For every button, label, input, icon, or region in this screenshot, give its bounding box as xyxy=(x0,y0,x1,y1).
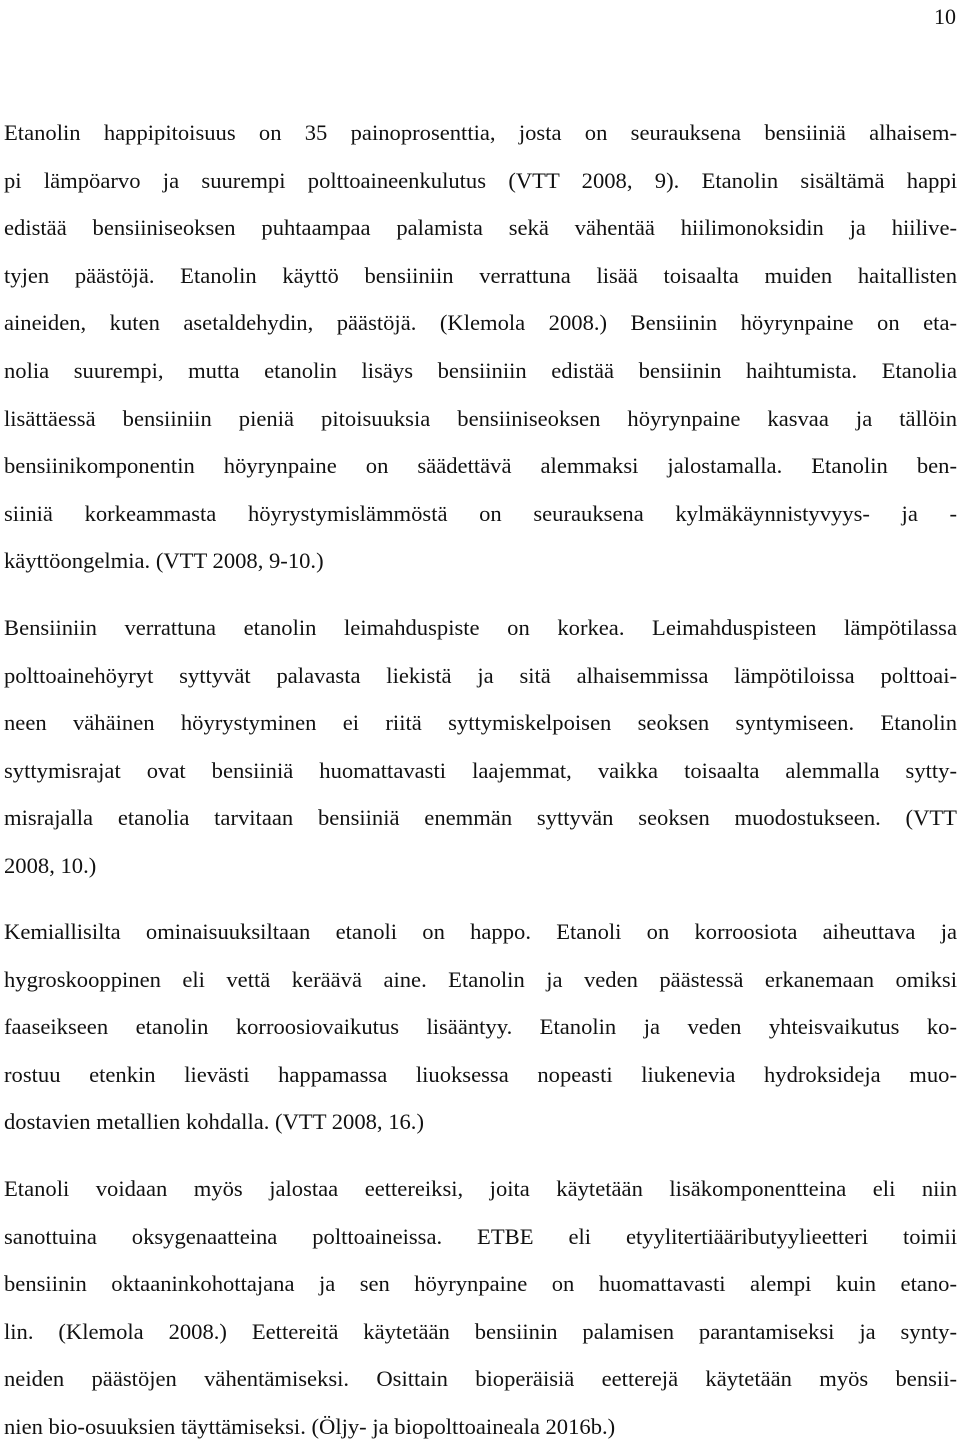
text-line: sanottuina oksygenaatteina polttoaineissa. ETBE eli etyylitertiääributyylieetteri toimii xyxy=(4,1223,957,1249)
text-line: lin. (Klemola 2008.) Eettereitä käytetään bensiinin palamisen parantamiseksi ja synty- xyxy=(4,1318,957,1344)
text-line: rostuu etenkin lievästi happamassa liuoksessa nopeasti liukenevia hydroksideja muo- xyxy=(4,1061,957,1087)
text-line: edistää bensiiniseoksen puhtaampaa palamista sekä vähentää hiilimonoksidin ja hiilive- xyxy=(4,215,957,241)
text-line: bensiinin oktaaninkohottajana ja sen höyrynpaine on huomattavasti alempi kuin etano- xyxy=(4,1271,957,1297)
text-line: käyttöongelmia. (VTT 2008, 9-10.) xyxy=(4,548,324,574)
text-line: neen vähäinen höyrystyminen ei riitä syttymiskelpoisen seoksen syntymiseen. Etanolin xyxy=(4,710,957,736)
paragraph-flash-point xyxy=(0,604,960,890)
text-line: pi lämpöarvo ja suurempi polttoaineenkulutus (VTT 2008, 9). Etanolin sisältämä happi xyxy=(4,167,957,193)
text-line: dostavien metallien kohdalla. (VTT 2008, 16.) xyxy=(4,1109,424,1135)
text-line: bensiinikomponentin höyrynpaine on säädettävä alemmaksi jalostamalla. Etanolin ben- xyxy=(4,453,957,479)
text-line: Etanolin happipitoisuus on 35 painoprosenttia, josta on seurauksena bensiiniä alhaisem- xyxy=(4,120,957,145)
paragraph-chemical-properties xyxy=(0,908,960,1146)
text-line: Bensiiniin verrattuna etanolin leimahduspiste on korkea. Leimahduspisteen lämpötilassa xyxy=(4,615,957,640)
text-line: nien bio-osuuksien täyttämiseksi. (Öljy- ja biopolttoaineala 2016b.) xyxy=(4,1413,616,1439)
text-line: Kemiallisilta ominaisuuksiltaan etanoli on happo. Etanoli on korroosiota aiheuttava ja xyxy=(4,919,957,944)
text-line: misrajalla etanolia tarvitaan bensiiniä enemmän syttyvän seoksen muodostukseen. (VTT xyxy=(4,805,957,831)
text-line: faaseikseen etanolin korroosiovaikutus lisääntyy. Etanolin ja veden yhteisvaikutus ko- xyxy=(4,1014,957,1040)
text-line: polttoainehöyryt syttyvät palavasta liekistä ja sitä alhaisemmissa lämpötiloissa polttoai- xyxy=(4,662,957,688)
text-line: siiniä korkeammasta höyrystymislämmöstä on seurauksena kylmäkäynnistyvyys- ja - xyxy=(4,500,957,526)
text-line: nolia suurempi, mutta etanolin lisäys bensiiniin edistää bensiinin haihtumista. Etanolia xyxy=(4,357,957,383)
text-line: tyjen päästöjä. Etanolin käyttö bensiiniin verrattuna lisää toisaalta muiden haitallisten xyxy=(4,262,957,288)
page-number: 10 xyxy=(934,4,956,29)
paragraph-ethanol-oxygen-content xyxy=(0,109,960,585)
text-line: neiden päästöjen vähentämiseksi. Osittain bioperäisiä eetterejä käytetään myös bensii- xyxy=(4,1366,957,1392)
text-line: 2008, 10.) xyxy=(4,852,97,878)
paragraph-ethers xyxy=(0,1165,960,1451)
text-line: aineiden, kuten asetaldehydin, päästöjä. (Klemola 2008.) Bensiinin höyrynpaine on eta- xyxy=(4,310,957,336)
text-line: Etanoli voidaan myös jalostaa eettereiksi, joita käytetään lisäkomponentteina eli niin xyxy=(4,1176,957,1201)
text-line: lisättäessä bensiiniin pieniä pitoisuuksia bensiiniseoksen höyrynpaine kasvaa ja tällöin xyxy=(4,405,957,431)
text-line: syttymisrajat ovat bensiiniä huomattavasti laajemmat, vaikka toisaalta alemmalla sytty- xyxy=(4,757,957,783)
text-line: hygroskooppinen eli vettä keräävä aine. Etanolin ja veden päästessä erkanemaan omiksi xyxy=(4,966,957,992)
